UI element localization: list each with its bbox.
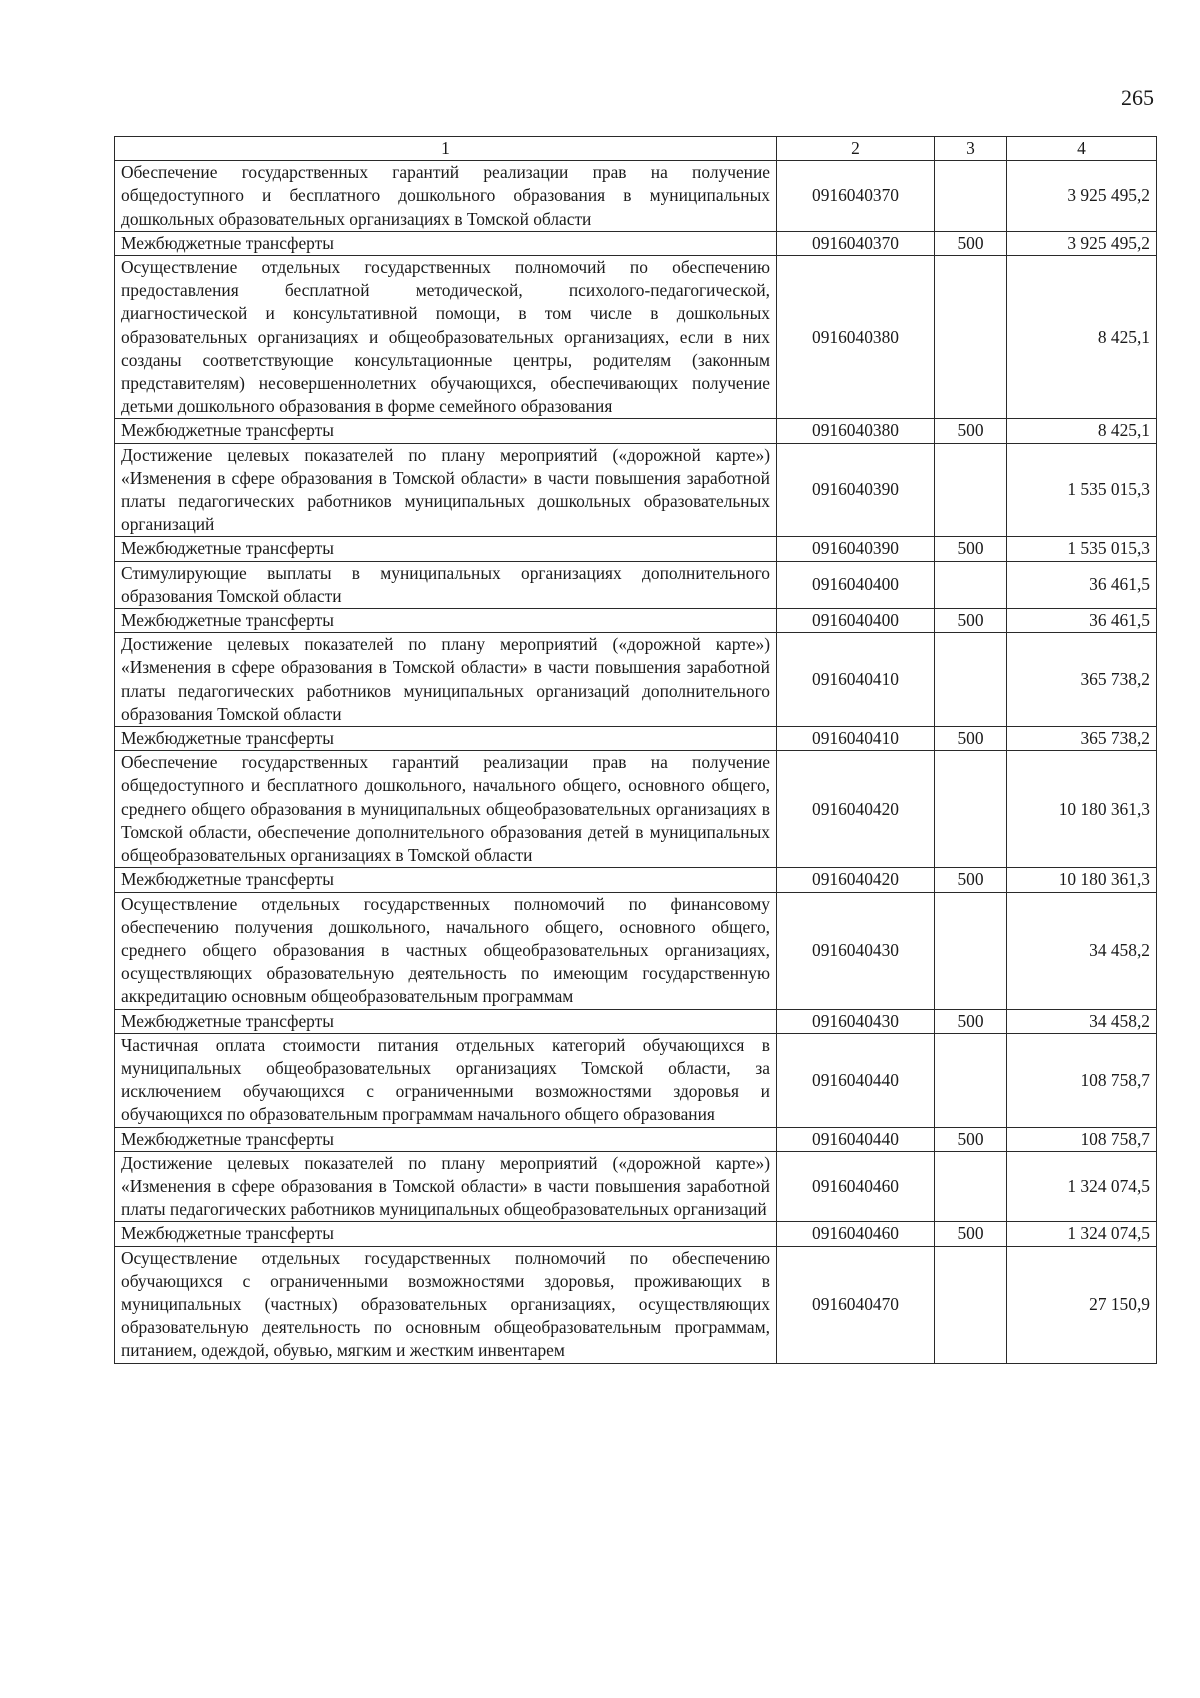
row-amount-cell: 34 458,2 xyxy=(1007,892,1157,1009)
row-kind-cell xyxy=(935,1033,1007,1127)
table-row xyxy=(115,443,1157,537)
row-kind-cell xyxy=(935,633,1007,727)
row-code-cell: 0916040380 xyxy=(777,419,935,443)
row-code-cell: 0916040400 xyxy=(777,609,935,633)
row-kind-cell xyxy=(935,161,1007,232)
row-name-cell: Межбюджетные трансферты xyxy=(115,1009,777,1033)
row-amount-cell: 365 738,2 xyxy=(1007,727,1157,751)
column-header-kind: 3 xyxy=(935,137,1007,161)
table-body xyxy=(115,161,1157,1363)
row-name-cell: Межбюджетные трансферты xyxy=(115,868,777,892)
column-header-amount: 4 xyxy=(1007,137,1157,161)
table-row xyxy=(115,561,1157,608)
row-name-cell: Осуществление отдельных государственных полномочий по финансовому обеспечению получения дошкольного, начального общего, основного общего, среднего общего образования в частных общеобразовательных организациях, осуществляющих образовательную деятельность по имеющим государственную аккредитацию основным общеобразовательным программам xyxy=(115,892,777,1009)
page-number: 265 xyxy=(1121,85,1154,110)
row-code-cell: 0916040370 xyxy=(777,161,935,232)
column-header-name: 1 xyxy=(115,137,777,161)
row-code-cell: 0916040470 xyxy=(777,1246,935,1363)
table-row xyxy=(115,633,1157,727)
row-code-cell: 0916040390 xyxy=(777,443,935,537)
table-row xyxy=(115,537,1157,561)
table-row xyxy=(115,256,1157,419)
table-row xyxy=(115,231,1157,255)
row-kind-cell xyxy=(935,1246,1007,1363)
row-name-cell: Стимулирующие выплаты в муниципальных организациях дополнительного образования Томской области xyxy=(115,561,777,608)
table-row xyxy=(115,892,1157,1009)
row-kind-cell xyxy=(935,892,1007,1009)
row-name-cell: Частичная оплата стоимости питания отдельных категорий обучающихся в муниципальных общеобразовательных организациях Томской области, за исключением обучающихся с ограниченными возможностями здоровья и обучающихся по образовательным программам начального общего образования xyxy=(115,1033,777,1127)
row-code-cell: 0916040440 xyxy=(777,1127,935,1151)
table-row xyxy=(115,751,1157,868)
row-code-cell: 0916040420 xyxy=(777,868,935,892)
table-row xyxy=(115,868,1157,892)
row-kind-cell: 500 xyxy=(935,537,1007,561)
row-kind-cell xyxy=(935,561,1007,608)
row-code-cell: 0916040380 xyxy=(777,256,935,419)
row-amount-cell: 10 180 361,3 xyxy=(1007,868,1157,892)
row-name-cell: Межбюджетные трансферты xyxy=(115,419,777,443)
row-kind-cell: 500 xyxy=(935,868,1007,892)
table-row xyxy=(115,609,1157,633)
row-amount-cell: 108 758,7 xyxy=(1007,1127,1157,1151)
row-kind-cell xyxy=(935,751,1007,868)
row-name-cell: Межбюджетные трансферты xyxy=(115,231,777,255)
table-row xyxy=(115,1009,1157,1033)
row-name-cell: Достижение целевых показателей по плану мероприятий («дорожной карте») «Изменения в сфере образования в Томской области» в части повышения заработной платы педагогических работников муниципальных организаций дополнительного образования Томской области xyxy=(115,633,777,727)
row-name-cell: Межбюджетные трансферты xyxy=(115,609,777,633)
row-amount-cell: 1 535 015,3 xyxy=(1007,537,1157,561)
row-amount-cell: 3 925 495,2 xyxy=(1007,161,1157,232)
row-name-cell: Межбюджетные трансферты xyxy=(115,727,777,751)
table-row xyxy=(115,727,1157,751)
row-amount-cell: 1 324 074,5 xyxy=(1007,1151,1157,1222)
row-kind-cell: 500 xyxy=(935,419,1007,443)
row-name-cell: Осуществление отдельных государственных полномочий по обеспечению предоставления бесплатной методической, психолого-педагогической, диагностической и консультативной помощи, в том числе в дошкольных образовательных организациях и общеобразовательных организациях, если в них созданы соответствующие консультационные центры, родителям (законным представителям) несовершеннолетних обучающихся, обеспечивающих получение детьми дошкольного образования в форме семейного образования xyxy=(115,256,777,419)
row-amount-cell: 10 180 361,3 xyxy=(1007,751,1157,868)
row-code-cell: 0916040460 xyxy=(777,1222,935,1246)
row-kind-cell xyxy=(935,443,1007,537)
row-kind-cell: 500 xyxy=(935,1009,1007,1033)
header-row xyxy=(115,137,1157,161)
row-amount-cell: 36 461,5 xyxy=(1007,561,1157,608)
row-name-cell: Достижение целевых показателей по плану мероприятий («дорожной карте») «Изменения в сфере образования в Томской области» в части повышения заработной платы педагогических работников муниципальных дошкольных образовательных организаций xyxy=(115,443,777,537)
row-kind-cell: 500 xyxy=(935,727,1007,751)
row-amount-cell: 3 925 495,2 xyxy=(1007,231,1157,255)
column-header-code: 2 xyxy=(777,137,935,161)
row-amount-cell: 8 425,1 xyxy=(1007,256,1157,419)
table-row xyxy=(115,1222,1157,1246)
table-row xyxy=(115,1246,1157,1363)
row-code-cell: 0916040400 xyxy=(777,561,935,608)
row-amount-cell: 1 535 015,3 xyxy=(1007,443,1157,537)
row-kind-cell: 500 xyxy=(935,1127,1007,1151)
row-code-cell: 0916040410 xyxy=(777,727,935,751)
row-amount-cell: 8 425,1 xyxy=(1007,419,1157,443)
table-row xyxy=(115,161,1157,232)
row-kind-cell xyxy=(935,256,1007,419)
row-name-cell: Осуществление отдельных государственных полномочий по обеспечению обучающихся с ограниченными возможностями здоровья, проживающих в муниципальных (частных) образовательных организациях, осуществляющих образовательную деятельность по основным общеобразовательным программам, питанием, одеждой, обувью, мягким и жестким инвентарем xyxy=(115,1246,777,1363)
row-amount-cell: 36 461,5 xyxy=(1007,609,1157,633)
row-amount-cell: 365 738,2 xyxy=(1007,633,1157,727)
row-code-cell: 0916040430 xyxy=(777,1009,935,1033)
table-row xyxy=(115,1127,1157,1151)
table-row xyxy=(115,419,1157,443)
row-name-cell: Межбюджетные трансферты xyxy=(115,537,777,561)
budget-table xyxy=(114,136,1157,1364)
row-code-cell: 0916040390 xyxy=(777,537,935,561)
table-row xyxy=(115,1151,1157,1222)
row-name-cell: Межбюджетные трансферты xyxy=(115,1222,777,1246)
row-code-cell: 0916040370 xyxy=(777,231,935,255)
row-code-cell: 0916040460 xyxy=(777,1151,935,1222)
row-code-cell: 0916040420 xyxy=(777,751,935,868)
row-code-cell: 0916040440 xyxy=(777,1033,935,1127)
row-amount-cell: 34 458,2 xyxy=(1007,1009,1157,1033)
row-amount-cell: 27 150,9 xyxy=(1007,1246,1157,1363)
row-kind-cell xyxy=(935,1151,1007,1222)
row-kind-cell: 500 xyxy=(935,609,1007,633)
row-name-cell: Обеспечение государственных гарантий реализации прав на получение общедоступного и бесплатного дошкольного, начального общего, основного общего, среднего общего образования в муниципальных общеобразовательных организациях в Томской области, обеспечение дополнительного образования детей в муниципальных общеобразовательных организациях в Томской области xyxy=(115,751,777,868)
row-code-cell: 0916040430 xyxy=(777,892,935,1009)
row-amount-cell: 108 758,7 xyxy=(1007,1033,1157,1127)
row-name-cell: Обеспечение государственных гарантий реализации прав на получение общедоступного и бесплатного дошкольного образования в муниципальных дошкольных образовательных организациях в Томской области xyxy=(115,161,777,232)
table-header xyxy=(115,137,1157,161)
table-row xyxy=(115,1033,1157,1127)
row-kind-cell: 500 xyxy=(935,231,1007,255)
row-code-cell: 0916040410 xyxy=(777,633,935,727)
row-amount-cell: 1 324 074,5 xyxy=(1007,1222,1157,1246)
row-kind-cell: 500 xyxy=(935,1222,1007,1246)
row-name-cell: Достижение целевых показателей по плану мероприятий («дорожной карте») «Изменения в сфере образования в Томской области» в части повышения заработной платы педагогических работников муниципальных общеобразовательных организаций xyxy=(115,1151,777,1222)
row-name-cell: Межбюджетные трансферты xyxy=(115,1127,777,1151)
